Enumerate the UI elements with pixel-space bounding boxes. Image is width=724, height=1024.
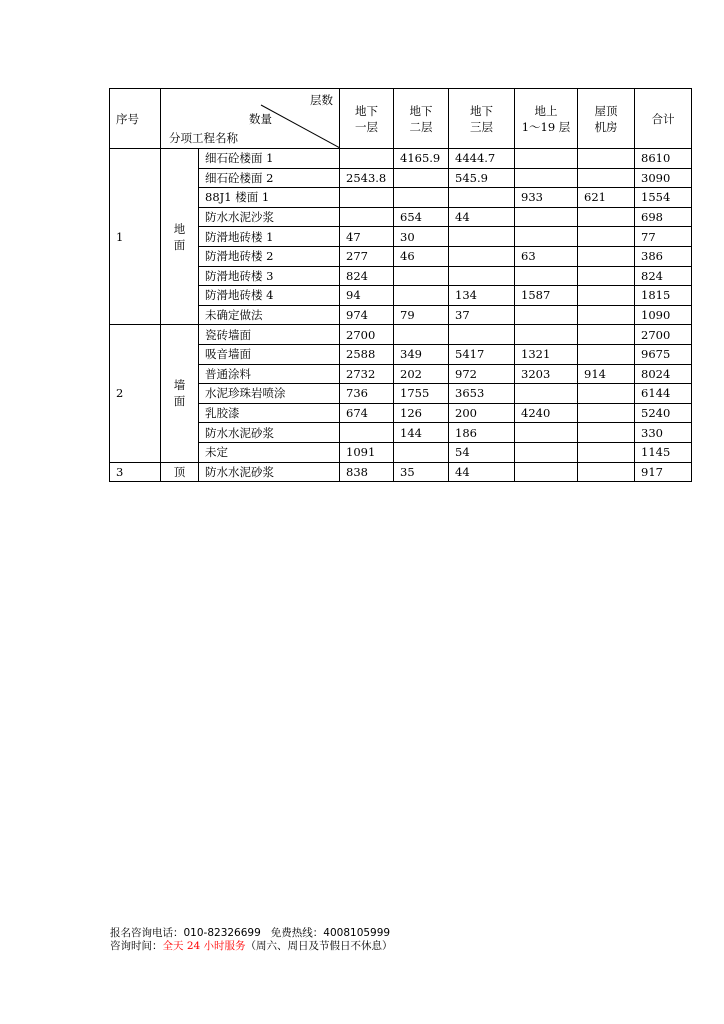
quantity-cell [578,286,635,306]
group-category [161,462,199,482]
quantity-cell: 2732 [340,364,394,384]
quantity-cell: 3203 [515,364,578,384]
item-name: 未定 [199,442,340,462]
quantity-cell [578,266,635,286]
quantity-cell [515,462,578,482]
diagonal-header-cell [161,89,340,149]
quantity-cell: 5417 [449,344,515,364]
quantity-cell: 126 [394,403,449,423]
col-header-b2: 地下 二层 [394,89,449,149]
item-name: 防滑地砖楼 1 [199,227,340,247]
item-name: 乳胶漆 [199,403,340,423]
total-cell: 77 [635,227,692,247]
quantity-cell: 94 [340,286,394,306]
total-cell: 917 [635,462,692,482]
item-name: 吸音墙面 [199,344,340,364]
item-name: 瓷砖墙面 [199,325,340,345]
quantity-cell [515,305,578,325]
item-name: 水泥珍珠岩喷涂 [199,384,340,404]
quantity-cell: 277 [340,246,394,266]
quantity-cell: 2700 [340,325,394,345]
seq-header: 序号 [110,89,161,149]
quantity-cell [449,325,515,345]
item-name: 普通涂料 [199,364,340,384]
total-cell: 824 [635,266,692,286]
total-cell: 1815 [635,286,692,306]
quantity-cell [578,246,635,266]
group-category [161,149,199,325]
category-char: 地 [173,221,186,236]
quantity-cell [515,227,578,247]
quantity-cell: 914 [578,364,635,384]
quantity-cell: 838 [340,462,394,482]
quantity-cell: 1755 [394,384,449,404]
total-cell: 330 [635,423,692,443]
quantity-cell: 2588 [340,344,394,364]
quantity-cell [515,442,578,462]
quantity-cell [578,207,635,227]
total-cell: 5240 [635,403,692,423]
item-name: 细石砼楼面 2 [199,168,340,188]
quantity-cell [515,325,578,345]
quantity-cell: 674 [340,403,394,423]
quantity-cell [515,168,578,188]
quantity-cell [449,266,515,286]
col-header-above: 地上 1～19 层 [515,89,578,149]
total-cell: 8024 [635,364,692,384]
quantity-cell [578,344,635,364]
quantity-cell: 200 [449,403,515,423]
quantity-cell: 4165.9 [394,149,449,169]
quantity-cell: 4240 [515,403,578,423]
category-char: 墙 [173,378,186,393]
quantity-cell: 54 [449,442,515,462]
quantity-cell: 824 [340,266,394,286]
quantity-cell [578,168,635,188]
quantity-cell [578,227,635,247]
quantity-cell [340,188,394,208]
quantity-cell [578,149,635,169]
group-seq: 3 [110,462,161,482]
total-cell: 9675 [635,344,692,364]
quantity-cell [340,423,394,443]
category-char: 面 [173,237,186,252]
item-name: 防水水泥沙浆 [199,207,340,227]
quantity-cell: 35 [394,462,449,482]
quantity-cell: 3653 [449,384,515,404]
quantity-cell: 37 [449,305,515,325]
group-seq: 2 [110,325,161,462]
total-cell: 698 [635,207,692,227]
total-cell: 1145 [635,442,692,462]
col-header-b3: 地下 三层 [449,89,515,149]
quantity-cell: 4444.7 [449,149,515,169]
item-name: 88J1 楼面 1 [199,188,340,208]
quantity-cell: 654 [394,207,449,227]
quantity-cell: 144 [394,423,449,443]
quantity-cell [578,384,635,404]
quantity-cell: 202 [394,364,449,384]
total-cell: 1090 [635,305,692,325]
quantity-cell [449,227,515,247]
service-hours: 全天 24 小时服务 [162,940,246,952]
quantity-cell: 63 [515,246,578,266]
quantity-cell: 1587 [515,286,578,306]
item-name-label: 分项工程名称 [169,131,238,145]
quantity-table [109,88,692,482]
total-cell: 3090 [635,168,692,188]
quantity-cell [394,168,449,188]
quantity-cell [340,207,394,227]
quantity-cell [578,325,635,345]
quantity-cell: 974 [340,305,394,325]
quantity-cell: 1321 [515,344,578,364]
quantity-cell: 44 [449,462,515,482]
category-char: 顶 [173,464,186,479]
quantity-cell: 46 [394,246,449,266]
quantity-cell: 972 [449,364,515,384]
total-cell: 6144 [635,384,692,404]
quantity-cell [578,423,635,443]
footer-contact-line: 报名咨询电话：010-82326699 免费热线：4008105999 [110,927,391,939]
quantity-cell: 134 [449,286,515,306]
quantity-cell [578,442,635,462]
quantity-cell [340,149,394,169]
total-cell: 1554 [635,188,692,208]
item-name: 防滑地砖楼 3 [199,266,340,286]
quantity-cell: 2543.8 [340,168,394,188]
quantity-cell [578,305,635,325]
floors-label: 层数 [310,93,333,107]
quantity-cell: 1091 [340,442,394,462]
item-name: 细石砼楼面 1 [199,149,340,169]
quantity-cell: 30 [394,227,449,247]
table-row [110,462,692,482]
group-seq: 1 [110,149,161,325]
quantity-label: 数量 [249,112,272,126]
item-name: 防滑地砖楼 4 [199,286,340,306]
hotline-number: 4008105999 [323,927,391,939]
quantity-cell: 47 [340,227,394,247]
quantity-cell [394,286,449,306]
quantity-cell [515,423,578,443]
quantity-cell [578,403,635,423]
total-header: 合计 [635,89,692,149]
total-cell: 386 [635,246,692,266]
col-header-b1: 地下 一层 [340,89,394,149]
category-char: 面 [173,394,186,409]
quantity-cell [578,462,635,482]
quantity-cell [515,384,578,404]
quantity-cell [449,188,515,208]
quantity-cell: 79 [394,305,449,325]
quantity-cell [394,266,449,286]
footer-hours-line: 咨询时间：全天 24 小时服务（周六、周日及节假日不休息） [110,940,393,952]
total-cell: 8610 [635,149,692,169]
item-name: 未确定做法 [199,305,340,325]
quantity-cell [394,325,449,345]
quantity-cell: 44 [449,207,515,227]
quantity-cell [515,207,578,227]
quantity-cell [515,149,578,169]
quantity-cell: 933 [515,188,578,208]
quantity-cell [515,266,578,286]
quantity-cell: 186 [449,423,515,443]
item-name: 防水水泥砂浆 [199,423,340,443]
table-row [110,149,692,169]
footer [110,927,393,953]
total-cell: 2700 [635,325,692,345]
quantity-cell [394,188,449,208]
item-name: 防滑地砖楼 2 [199,246,340,266]
header-row [110,89,692,149]
item-name: 防水水泥砂浆 [199,462,340,482]
col-header-roof: 屋顶 机房 [578,89,635,149]
quantity-cell: 736 [340,384,394,404]
quantity-cell: 349 [394,344,449,364]
quantity-cell [394,442,449,462]
quantity-cell: 545.9 [449,168,515,188]
quantity-cell [449,246,515,266]
group-category [161,325,199,462]
table-row [110,325,692,345]
phone-number: 010-82326699 [183,927,261,939]
quantity-cell: 621 [578,188,635,208]
